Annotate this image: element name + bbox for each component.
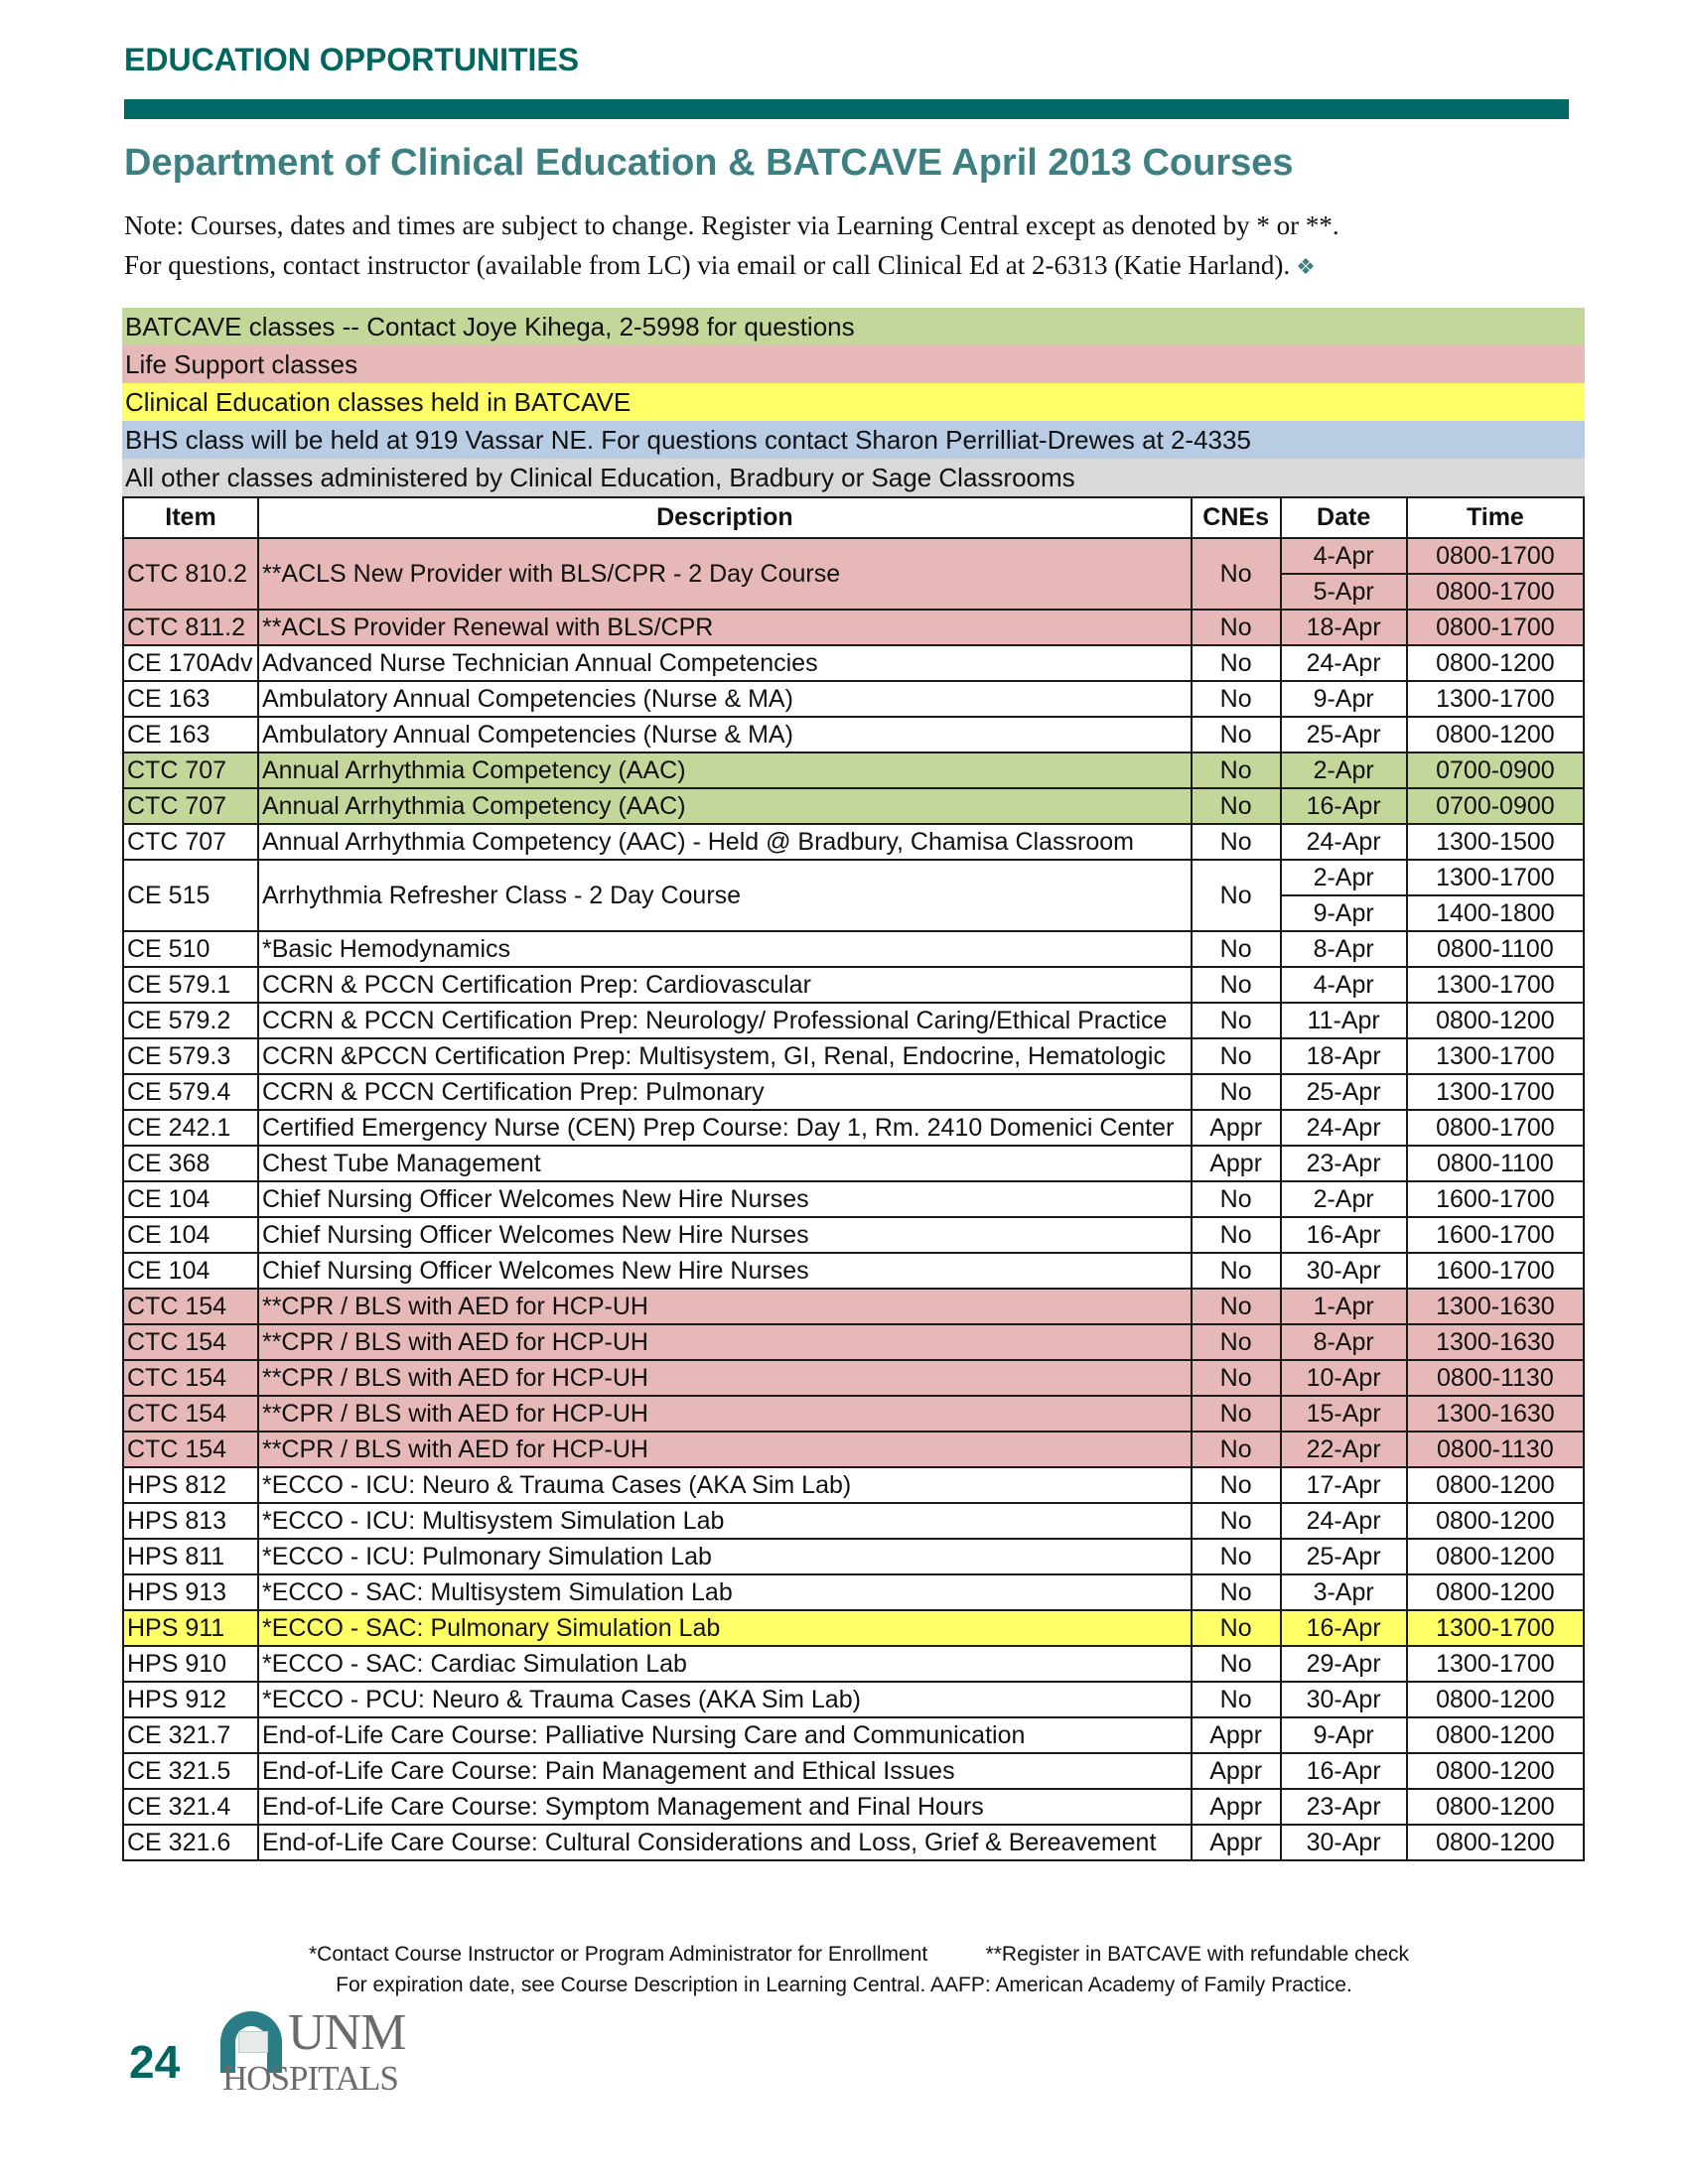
course-description: End-of-Life Care Course: Palliative Nursing Care and Communication	[258, 1717, 1192, 1753]
course-description: Chest Tube Management	[258, 1146, 1192, 1181]
note-text-2: For questions, contact instructor (available from LC) via email or call Clinical Ed at 2-6313 (Katie Harland).	[124, 250, 1291, 280]
table-row	[123, 1646, 1584, 1682]
color-legend	[122, 308, 1585, 496]
course-time: 0800-1200	[1407, 1682, 1584, 1717]
table-row	[123, 824, 1584, 860]
course-description: *Basic Hemodynamics	[258, 931, 1192, 967]
table-row	[123, 1717, 1584, 1753]
course-date: 2-Apr	[1281, 752, 1407, 788]
course-description: End-of-Life Care Course: Symptom Management and Final Hours	[258, 1789, 1192, 1825]
course-description: Chief Nursing Officer Welcomes New Hire Nurses	[258, 1253, 1192, 1289]
course-item-code: CTC 154	[123, 1289, 258, 1324]
course-description: **CPR / BLS with AED for HCP-UH	[258, 1432, 1192, 1467]
course-description: Annual Arrhythmia Competency (AAC)	[258, 788, 1192, 824]
course-description: **ACLS Provider Renewal with BLS/CPR	[258, 610, 1192, 645]
note-line-1	[124, 210, 1339, 241]
course-date: 18-Apr	[1281, 610, 1407, 645]
course-cnes: No	[1192, 1324, 1281, 1360]
table-row	[123, 788, 1584, 824]
course-description: Arrhythmia Refresher Class - 2 Day Course	[258, 860, 1192, 931]
footnote-single-asterisk: *Contact Course Instructor or Program Administrator for Enrollment	[308, 1943, 928, 1966]
course-date: 23-Apr	[1281, 1146, 1407, 1181]
table-row	[123, 1110, 1584, 1146]
course-time: 0800-1200	[1407, 1539, 1584, 1574]
course-description: Ambulatory Annual Competencies (Nurse & MA)	[258, 681, 1192, 717]
course-description: CCRN & PCCN Certification Prep: Pulmonary	[258, 1074, 1192, 1110]
course-date: 22-Apr	[1281, 1432, 1407, 1467]
course-description: Certified Emergency Nurse (CEN) Prep Course: Day 1, Rm. 2410 Domenici Center	[258, 1110, 1192, 1146]
course-cnes: No	[1192, 1646, 1281, 1682]
course-time: 0800-1700	[1407, 574, 1584, 610]
course-item-code: CE 579.4	[123, 1074, 258, 1110]
course-item-code: HPS 912	[123, 1682, 258, 1717]
course-cnes: No	[1192, 1574, 1281, 1610]
course-item-code: CTC 154	[123, 1432, 258, 1467]
course-time: 0800-1200	[1407, 1789, 1584, 1825]
course-cnes: No	[1192, 1360, 1281, 1396]
course-item-code: HPS 811	[123, 1539, 258, 1574]
course-item-code: HPS 813	[123, 1503, 258, 1539]
header-divider-bar	[124, 99, 1569, 119]
course-cnes: No	[1192, 1396, 1281, 1432]
table-row	[123, 1789, 1584, 1825]
legend-row-green: BATCAVE classes -- Contact Joye Kihega, 2-5998 for questions	[122, 308, 1585, 345]
table-row	[123, 1324, 1584, 1360]
course-cnes: No	[1192, 967, 1281, 1003]
course-time: 1300-1700	[1407, 1038, 1584, 1074]
logo-building-icon	[238, 2031, 268, 2053]
legend-row-yellow: Clinical Education classes held in BATCAVE	[122, 383, 1585, 421]
course-date: 4-Apr	[1281, 967, 1407, 1003]
table-row	[123, 1610, 1584, 1646]
course-cnes: No	[1192, 1610, 1281, 1646]
table-row	[123, 1038, 1584, 1074]
course-time: 1600-1700	[1407, 1181, 1584, 1217]
course-time: 1300-1700	[1407, 967, 1584, 1003]
logo-text-hospitals: HOSPITALS	[222, 2059, 398, 2098]
course-item-code: CTC 811.2	[123, 610, 258, 645]
course-cnes: No	[1192, 717, 1281, 752]
legend-row-pink: Life Support classes	[122, 345, 1585, 383]
course-cnes: Appr	[1192, 1717, 1281, 1753]
course-item-code: CE 321.4	[123, 1789, 258, 1825]
course-time: 0800-1200	[1407, 1574, 1584, 1610]
course-date: 10-Apr	[1281, 1360, 1407, 1396]
course-date: 29-Apr	[1281, 1646, 1407, 1682]
course-description: **CPR / BLS with AED for HCP-UH	[258, 1324, 1192, 1360]
course-cnes: Appr	[1192, 1825, 1281, 1860]
footnote-expiration: For expiration date, see Course Description in Learning Central. AAFP: American Academy of Family Practice.	[336, 1974, 1352, 1996]
course-time: 1600-1700	[1407, 1217, 1584, 1253]
table-row	[123, 610, 1584, 645]
course-date: 8-Apr	[1281, 1324, 1407, 1360]
table-row	[123, 1074, 1584, 1110]
course-item-code: CE 104	[123, 1253, 258, 1289]
table-row	[123, 645, 1584, 681]
course-cnes: No	[1192, 610, 1281, 645]
table-row	[123, 1396, 1584, 1432]
course-time: 0800-1130	[1407, 1360, 1584, 1396]
course-time: 1400-1800	[1407, 895, 1584, 931]
course-cnes: No	[1192, 1432, 1281, 1467]
course-time: 1300-1700	[1407, 1074, 1584, 1110]
course-cnes: No	[1192, 824, 1281, 860]
diamond-cluster-icon: ❖	[1296, 254, 1316, 279]
course-time: 0800-1200	[1407, 1753, 1584, 1789]
column-header-cnes: CNEs	[1192, 497, 1281, 538]
table-row	[123, 860, 1584, 895]
table-row	[123, 717, 1584, 752]
course-time: 0800-1700	[1407, 538, 1584, 574]
course-description: *ECCO - PCU: Neuro & Trauma Cases (AKA Sim Lab)	[258, 1682, 1192, 1717]
logo-text-unm: UNM	[288, 2004, 406, 2061]
course-time: 1300-1630	[1407, 1324, 1584, 1360]
course-item-code: HPS 911	[123, 1610, 258, 1646]
course-cnes: Appr	[1192, 1789, 1281, 1825]
course-item-code: CE 321.5	[123, 1753, 258, 1789]
course-description: *ECCO - SAC: Pulmonary Simulation Lab	[258, 1610, 1192, 1646]
table-row	[123, 1432, 1584, 1467]
course-item-code: CTC 810.2	[123, 538, 258, 610]
course-item-code: HPS 812	[123, 1467, 258, 1503]
course-date: 15-Apr	[1281, 1396, 1407, 1432]
table-row	[123, 1360, 1584, 1396]
course-time: 0800-1200	[1407, 717, 1584, 752]
course-cnes: No	[1192, 1217, 1281, 1253]
table-row	[123, 538, 1584, 574]
course-item-code: CTC 707	[123, 824, 258, 860]
table-row	[123, 1682, 1584, 1717]
course-item-code: HPS 910	[123, 1646, 258, 1682]
course-date: 24-Apr	[1281, 645, 1407, 681]
course-cnes: Appr	[1192, 1146, 1281, 1181]
course-cnes: No	[1192, 1467, 1281, 1503]
course-time: 0800-1200	[1407, 1503, 1584, 1539]
course-date: 24-Apr	[1281, 824, 1407, 860]
course-date: 25-Apr	[1281, 1539, 1407, 1574]
table-row	[123, 1003, 1584, 1038]
course-description: **CPR / BLS with AED for HCP-UH	[258, 1360, 1192, 1396]
course-description: *ECCO - SAC: Multisystem Simulation Lab	[258, 1574, 1192, 1610]
table-row	[123, 1146, 1584, 1181]
course-item-code: CE 510	[123, 931, 258, 967]
unm-hospitals-logo	[220, 2004, 429, 2099]
course-time: 0800-1130	[1407, 1432, 1584, 1467]
course-time: 0800-1200	[1407, 645, 1584, 681]
column-header-item: Item	[123, 497, 258, 538]
course-item-code: CE 321.7	[123, 1717, 258, 1753]
course-item-code: HPS 913	[123, 1574, 258, 1610]
footnote-double-asterisk: **Register in BATCAVE with refundable check	[985, 1943, 1409, 1966]
table-row	[123, 681, 1584, 717]
course-time: 0800-1700	[1407, 610, 1584, 645]
course-description: Chief Nursing Officer Welcomes New Hire Nurses	[258, 1217, 1192, 1253]
course-item-code: CE 170Adv	[123, 645, 258, 681]
table-row	[123, 752, 1584, 788]
course-description: *ECCO - ICU: Pulmonary Simulation Lab	[258, 1539, 1192, 1574]
course-date: 17-Apr	[1281, 1467, 1407, 1503]
course-description: End-of-Life Care Course: Cultural Considerations and Loss, Grief & Bereavement	[258, 1825, 1192, 1860]
column-header-time: Time	[1407, 497, 1584, 538]
course-cnes: No	[1192, 860, 1281, 931]
course-time: 1300-1700	[1407, 1646, 1584, 1682]
course-time: 0800-1200	[1407, 1003, 1584, 1038]
table-row	[123, 1181, 1584, 1217]
column-header-description: Description	[258, 497, 1192, 538]
course-item-code: CTC 154	[123, 1324, 258, 1360]
course-item-code: CE 104	[123, 1181, 258, 1217]
table-row	[123, 1825, 1584, 1860]
legend-row-gray: All other classes administered by Clinical Education, Bradbury or Sage Classrooms	[122, 459, 1585, 496]
course-description: Annual Arrhythmia Competency (AAC)	[258, 752, 1192, 788]
table-row	[123, 1289, 1584, 1324]
course-description: CCRN & PCCN Certification Prep: Neurology/ Professional Caring/Ethical Practice	[258, 1003, 1192, 1038]
course-cnes: No	[1192, 1539, 1281, 1574]
course-time: 0700-0900	[1407, 752, 1584, 788]
table-row	[123, 1539, 1584, 1574]
course-item-code: CE 321.6	[123, 1825, 258, 1860]
course-time: 0800-1700	[1407, 1110, 1584, 1146]
course-description: End-of-Life Care Course: Pain Management and Ethical Issues	[258, 1753, 1192, 1789]
course-item-code: CE 579.3	[123, 1038, 258, 1074]
course-cnes: No	[1192, 1181, 1281, 1217]
course-item-code: CE 163	[123, 717, 258, 752]
table-header-row	[123, 497, 1584, 538]
course-item-code: CTC 154	[123, 1360, 258, 1396]
course-cnes: No	[1192, 645, 1281, 681]
course-date: 16-Apr	[1281, 1753, 1407, 1789]
course-time: 0800-1200	[1407, 1467, 1584, 1503]
course-date: 1-Apr	[1281, 1289, 1407, 1324]
course-date: 30-Apr	[1281, 1253, 1407, 1289]
course-time: 0800-1100	[1407, 1146, 1584, 1181]
course-description: Chief Nursing Officer Welcomes New Hire Nurses	[258, 1181, 1192, 1217]
course-description: Ambulatory Annual Competencies (Nurse & MA)	[258, 717, 1192, 752]
course-time: 1600-1700	[1407, 1253, 1584, 1289]
course-item-code: CTC 707	[123, 788, 258, 824]
course-date: 16-Apr	[1281, 1610, 1407, 1646]
course-time: 1300-1700	[1407, 681, 1584, 717]
course-item-code: CE 242.1	[123, 1110, 258, 1146]
course-cnes: No	[1192, 1038, 1281, 1074]
course-cnes: No	[1192, 931, 1281, 967]
course-description: **ACLS New Provider with BLS/CPR - 2 Day Course	[258, 538, 1192, 610]
course-description: *ECCO - SAC: Cardiac Simulation Lab	[258, 1646, 1192, 1682]
course-time: 1300-1700	[1407, 1610, 1584, 1646]
table-row	[123, 1217, 1584, 1253]
course-cnes: No	[1192, 681, 1281, 717]
table-row	[123, 1467, 1584, 1503]
course-cnes: Appr	[1192, 1110, 1281, 1146]
course-cnes: Appr	[1192, 1753, 1281, 1789]
table-row	[123, 967, 1584, 1003]
course-cnes: No	[1192, 752, 1281, 788]
course-table	[122, 496, 1585, 1861]
course-item-code: CE 368	[123, 1146, 258, 1181]
table-row	[123, 1503, 1584, 1539]
course-date: 9-Apr	[1281, 681, 1407, 717]
legend-row-blue: BHS class will be held at 919 Vassar NE. For questions contact Sharon Perrilliat-Drewes at 2-4335	[122, 421, 1585, 459]
course-item-code: CE 163	[123, 681, 258, 717]
course-description: *ECCO - ICU: Multisystem Simulation Lab	[258, 1503, 1192, 1539]
course-date: 16-Apr	[1281, 1217, 1407, 1253]
course-date: 23-Apr	[1281, 1789, 1407, 1825]
course-date: 8-Apr	[1281, 931, 1407, 967]
course-time: 1300-1630	[1407, 1289, 1584, 1324]
course-time: 0800-1200	[1407, 1717, 1584, 1753]
course-date: 30-Apr	[1281, 1682, 1407, 1717]
course-date: 2-Apr	[1281, 860, 1407, 895]
course-item-code: CTC 707	[123, 752, 258, 788]
course-item-code: CE 515	[123, 860, 258, 931]
note-text-1: Note: Courses, dates and times are subject to change. Register via Learning Central except as denoted by * or **.	[124, 210, 1339, 240]
course-date: 30-Apr	[1281, 1825, 1407, 1860]
course-date: 24-Apr	[1281, 1110, 1407, 1146]
course-date: 24-Apr	[1281, 1503, 1407, 1539]
table-row	[123, 1574, 1584, 1610]
course-time: 0800-1100	[1407, 931, 1584, 967]
course-description: Annual Arrhythmia Competency (AAC) - Held @ Bradbury, Chamisa Classroom	[258, 824, 1192, 860]
course-date: 16-Apr	[1281, 788, 1407, 824]
note-line-2	[124, 250, 1316, 281]
course-date: 9-Apr	[1281, 895, 1407, 931]
course-date: 5-Apr	[1281, 574, 1407, 610]
course-date: 9-Apr	[1281, 1717, 1407, 1753]
table-row	[123, 1753, 1584, 1789]
course-date: 2-Apr	[1281, 1181, 1407, 1217]
footnote-enrollment	[0, 1943, 1688, 1967]
course-description: CCRN & PCCN Certification Prep: Cardiovascular	[258, 967, 1192, 1003]
course-date: 4-Apr	[1281, 538, 1407, 574]
course-time: 0700-0900	[1407, 788, 1584, 824]
table-row	[123, 931, 1584, 967]
course-cnes: No	[1192, 1074, 1281, 1110]
course-date: 25-Apr	[1281, 1074, 1407, 1110]
course-time: 1300-1500	[1407, 824, 1584, 860]
course-cnes: No	[1192, 1682, 1281, 1717]
page-title: Department of Clinical Education & BATCAVE April 2013 Courses	[124, 142, 1294, 184]
course-description: CCRN &PCCN Certification Prep: Multisystem, GI, Renal, Endocrine, Hematologic	[258, 1038, 1192, 1074]
course-description: *ECCO - ICU: Neuro & Trauma Cases (AKA Sim Lab)	[258, 1467, 1192, 1503]
course-cnes: No	[1192, 1003, 1281, 1038]
course-date: 11-Apr	[1281, 1003, 1407, 1038]
course-time: 1300-1630	[1407, 1396, 1584, 1432]
course-cnes: No	[1192, 1253, 1281, 1289]
course-date: 25-Apr	[1281, 717, 1407, 752]
course-item-code: CE 579.2	[123, 1003, 258, 1038]
course-date: 18-Apr	[1281, 1038, 1407, 1074]
course-item-code: CE 104	[123, 1217, 258, 1253]
course-date: 3-Apr	[1281, 1574, 1407, 1610]
course-cnes: No	[1192, 1289, 1281, 1324]
course-description: Advanced Nurse Technician Annual Competencies	[258, 645, 1192, 681]
course-description: **CPR / BLS with AED for HCP-UH	[258, 1289, 1192, 1324]
page-number: 24	[129, 2036, 181, 2088]
section-label: EDUCATION OPPORTUNITIES	[124, 42, 580, 77]
course-time: 1300-1700	[1407, 860, 1584, 895]
course-time: 0800-1200	[1407, 1825, 1584, 1860]
table-row	[123, 1253, 1584, 1289]
course-cnes: No	[1192, 788, 1281, 824]
course-cnes: No	[1192, 1503, 1281, 1539]
course-cnes: No	[1192, 538, 1281, 610]
column-header-date: Date	[1281, 497, 1407, 538]
course-description: **CPR / BLS with AED for HCP-UH	[258, 1396, 1192, 1432]
course-item-code: CTC 154	[123, 1396, 258, 1432]
course-item-code: CE 579.1	[123, 967, 258, 1003]
